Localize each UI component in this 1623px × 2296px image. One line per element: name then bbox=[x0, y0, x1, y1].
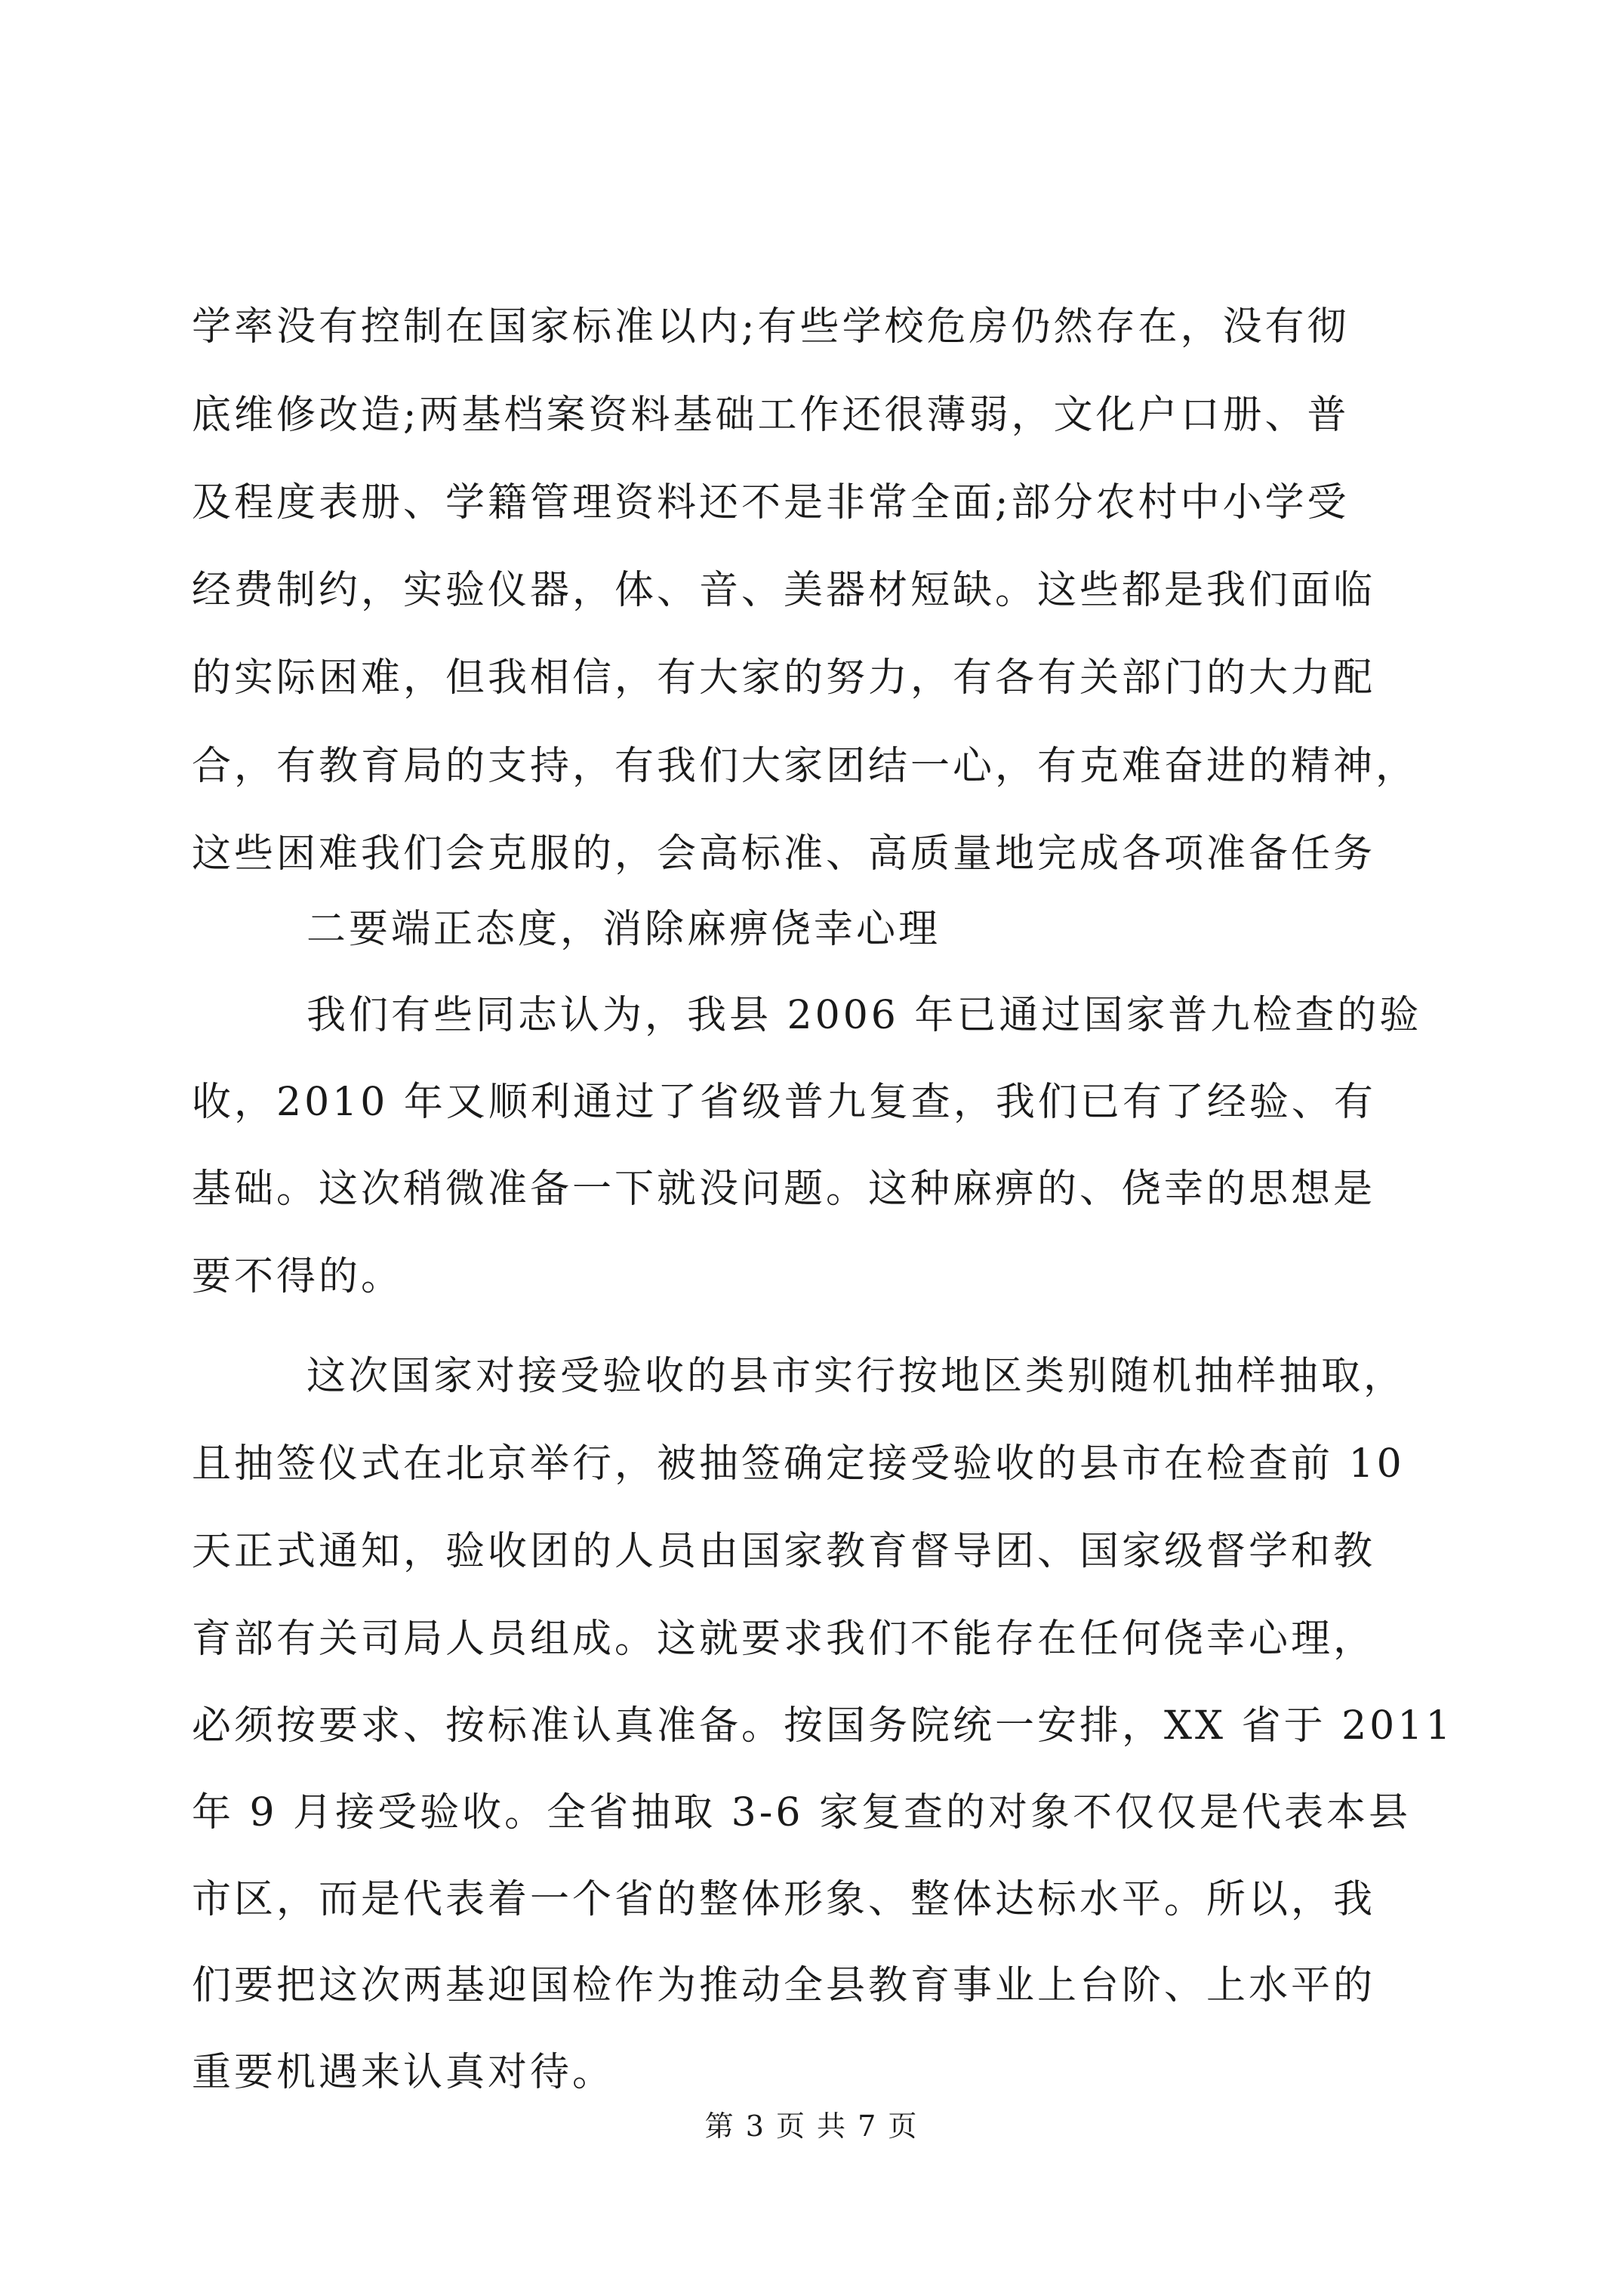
text-line: 要不得的。 bbox=[192, 1254, 404, 1299]
text-line: 合，有教育局的支持，有我们大家团结一心，有克难奋进的精神， bbox=[192, 744, 1418, 789]
text-line: 底维修改造;两基档案资料基础工作还很薄弱，文化户口册、普 bbox=[192, 393, 1350, 438]
text-line: 天正式通知，验收团的人员由国家教育督导团、国家级督学和教 bbox=[192, 1529, 1376, 1574]
text-line: 且抽签仪式在北京举行，被抽签确定接受验收的县市在检查前 10 bbox=[192, 1441, 1405, 1487]
text-line: 经费制约，实验仪器，体、音、美器材短缺。这些都是我们面临 bbox=[192, 568, 1376, 613]
text-line: 市区，而是代表着一个省的整体形象、整体达标水平。所以，我 bbox=[192, 1877, 1376, 1922]
text-line: 们要把这次两基迎国检作为推动全县教育事业上台阶、上水平的 bbox=[192, 1963, 1376, 2008]
text-line: 基础。这次稍微准备一下就没问题。这种麻痹的、侥幸的思想是 bbox=[192, 1166, 1376, 1212]
text-line: 这次国家对接受验收的县市实行按地区类别随机抽样抽取， bbox=[306, 1354, 1406, 1399]
text-line: 收，2010 年又顺利通过了省级普九复查，我们已有了经验、有 bbox=[192, 1080, 1376, 1125]
text-line: 育部有关司局人员组成。这就要求我们不能存在任何侥幸心理， bbox=[192, 1616, 1376, 1662]
text-line: 必须按要求、按标准认真准备。按国务院统一安排，XX 省于 2011 bbox=[192, 1703, 1454, 1749]
section-heading: 二要端正态度，消除麻痹侥幸心理 bbox=[306, 907, 941, 952]
text-line: 我们有些同志认为，我县 2006 年已通过国家普九检查的验 bbox=[306, 993, 1422, 1038]
text-line: 及程度表册、学籍管理资料还不是非常全面;部分农村中小学受 bbox=[192, 480, 1350, 525]
page-number-footer: 第 3 页 共 7 页 bbox=[704, 2110, 919, 2143]
text-line: 学率没有控制在国家标准以内;有些学校危房仍然存在，没有彻 bbox=[192, 304, 1350, 350]
text-line: 这些困难我们会克服的，会高标准、高质量地完成各项准备任务 bbox=[192, 831, 1376, 877]
text-line: 年 9 月接受验收。全省抽取 3-6 家复查的对象不仅仅是代表本县 bbox=[192, 1790, 1411, 1835]
text-line: 的实际困难，但我相信，有大家的努力，有各有关部门的大力配 bbox=[192, 655, 1376, 701]
text-line: 重要机遇来认真对待。 bbox=[192, 2050, 615, 2095]
